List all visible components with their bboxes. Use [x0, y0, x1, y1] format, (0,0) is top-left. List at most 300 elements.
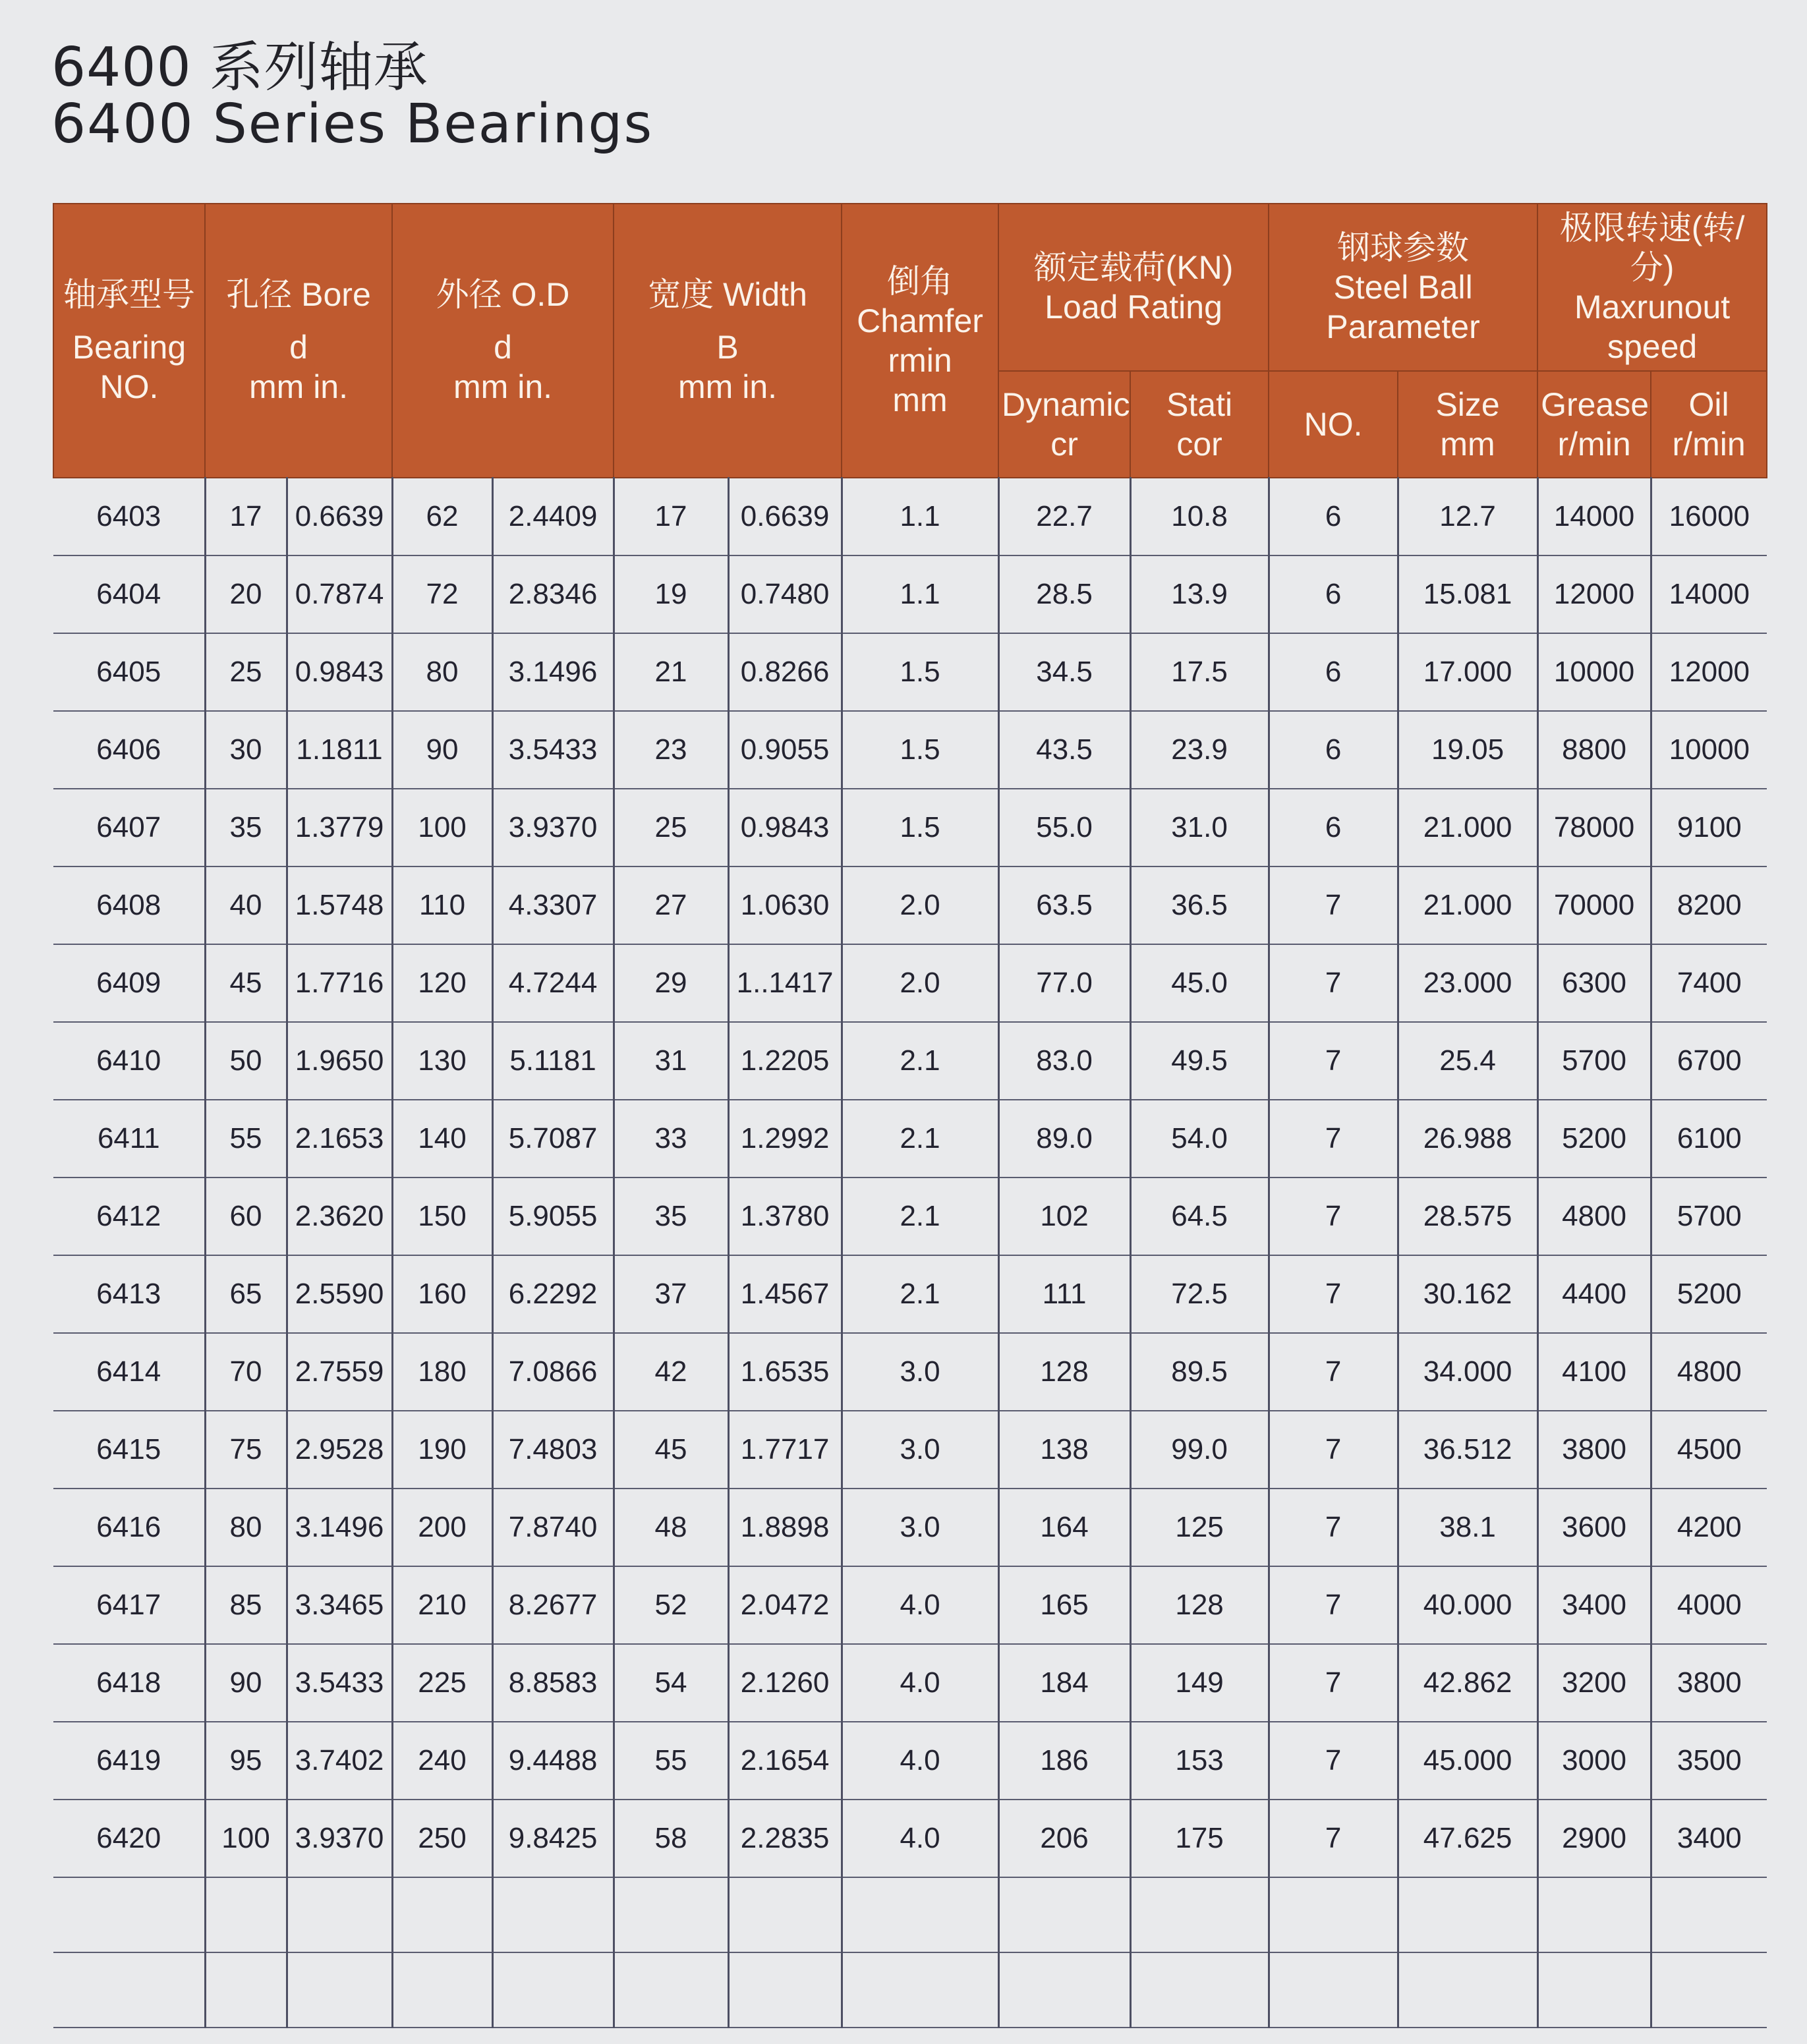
header-load-cn: 额定载荷(KN)	[1033, 249, 1234, 286]
ball-count-cell: 7	[1269, 1022, 1398, 1100]
static-load-cell: 10.8	[1130, 478, 1269, 555]
dynamic-load-cell: 43.5	[998, 711, 1130, 789]
width-in-cell: 1.2992	[728, 1100, 842, 1178]
header-static	[1130, 371, 1269, 478]
bore-mm-cell: 95	[205, 1722, 287, 1800]
header-ball-en: Steel Ball Parameter	[1326, 269, 1480, 345]
width-in-cell: 1.0630	[728, 866, 842, 944]
ball-size-cell: 23.000	[1398, 944, 1537, 1022]
chamfer-cell: 3.0	[842, 1411, 998, 1489]
ball-size-cell: 34.000	[1398, 1333, 1537, 1411]
oil-speed-cell: 3800	[1651, 1644, 1767, 1722]
header-ball-size-2: mm	[1440, 426, 1495, 463]
static-load-cell: 175	[1130, 1800, 1269, 1877]
static-load-cell: 99.0	[1130, 1411, 1269, 1489]
title-english: 6400 Series Bearings	[51, 93, 654, 156]
bore-mm-cell: 25	[205, 633, 287, 711]
header-chamfer	[842, 204, 998, 478]
width-in-cell: 0.8266	[728, 633, 842, 711]
ball-size-cell: 30.162	[1398, 1255, 1537, 1333]
static-load-cell: 45.0	[1130, 944, 1269, 1022]
bore-mm-cell: 55	[205, 1100, 287, 1178]
width-mm-cell: 17	[614, 478, 728, 555]
dynamic-load-cell: 63.5	[998, 866, 1130, 944]
bearing-no-cell: 6407	[53, 789, 205, 866]
grease-speed-cell: 5700	[1537, 1022, 1651, 1100]
bearing-no-cell: 6417	[53, 1566, 205, 1644]
width-mm-cell: 45	[614, 1411, 728, 1489]
header-chamfer-unit: mm	[892, 382, 948, 418]
header-grease-1: Grease	[1541, 386, 1649, 423]
empty-cell	[998, 1952, 1130, 2028]
empty-cell	[392, 1877, 492, 1952]
empty-cell	[1537, 1952, 1651, 2028]
bearing-no-cell: 6408	[53, 866, 205, 944]
od-in-cell: 3.9370	[492, 789, 614, 866]
chamfer-cell: 4.0	[842, 1566, 998, 1644]
chamfer-cell: 2.1	[842, 1255, 998, 1333]
width-in-cell: 0.9055	[728, 711, 842, 789]
table-row	[53, 789, 1767, 866]
ball-size-cell: 21.000	[1398, 866, 1537, 944]
grease-speed-cell: 3000	[1537, 1722, 1651, 1800]
ball-count-cell: 6	[1269, 633, 1398, 711]
dynamic-load-cell: 184	[998, 1644, 1130, 1722]
od-mm-cell: 140	[392, 1100, 492, 1178]
empty-cell	[1651, 1877, 1767, 1952]
table-row	[53, 633, 1767, 711]
empty-cell	[205, 1952, 287, 2028]
empty-cell	[205, 1877, 287, 1952]
chamfer-cell: 2.1	[842, 1100, 998, 1178]
dynamic-load-cell: 34.5	[998, 633, 1130, 711]
header-dynamic	[998, 371, 1130, 478]
bore-mm-cell: 40	[205, 866, 287, 944]
width-mm-cell: 54	[614, 1644, 728, 1722]
header-bore	[205, 204, 392, 478]
table-row	[53, 1411, 1767, 1489]
bearing-no-cell: 6420	[53, 1800, 205, 1877]
od-mm-cell: 100	[392, 789, 492, 866]
ball-count-cell: 7	[1269, 944, 1398, 1022]
od-in-cell: 4.7244	[492, 944, 614, 1022]
bore-mm-cell: 60	[205, 1178, 287, 1255]
header-static-1: Stati	[1166, 386, 1233, 423]
oil-speed-cell: 6100	[1651, 1100, 1767, 1178]
header-speed-en: Maxrunout speed	[1574, 289, 1731, 365]
grease-speed-cell: 4400	[1537, 1255, 1651, 1333]
chamfer-cell: 2.1	[842, 1022, 998, 1100]
empty-cell	[614, 1877, 728, 1952]
chamfer-cell: 1.1	[842, 478, 998, 555]
od-in-cell: 9.4488	[492, 1722, 614, 1800]
bore-mm-cell: 100	[205, 1800, 287, 1877]
dynamic-load-cell: 186	[998, 1722, 1130, 1800]
width-in-cell: 0.9843	[728, 789, 842, 866]
bore-mm-cell: 80	[205, 1489, 287, 1566]
header-width	[614, 204, 842, 478]
bore-in-cell: 1.5748	[287, 866, 392, 944]
dynamic-load-cell: 138	[998, 1411, 1130, 1489]
dynamic-load-cell: 206	[998, 1800, 1130, 1877]
od-mm-cell: 130	[392, 1022, 492, 1100]
empty-cell	[1398, 1952, 1537, 2028]
table-body	[53, 478, 1767, 2028]
width-mm-cell: 27	[614, 866, 728, 944]
empty-cell	[1269, 1952, 1398, 2028]
width-mm-cell: 21	[614, 633, 728, 711]
header-ball-no-label: NO.	[1304, 406, 1363, 443]
bore-mm-cell: 45	[205, 944, 287, 1022]
ball-count-cell: 7	[1269, 1722, 1398, 1800]
bore-mm-cell: 50	[205, 1022, 287, 1100]
bore-in-cell: 0.6639	[287, 478, 392, 555]
ball-size-cell: 25.4	[1398, 1022, 1537, 1100]
oil-speed-cell: 8200	[1651, 866, 1767, 944]
header-bore-label: 孔径 Bore	[226, 276, 371, 313]
header-speed-cn: 极限转速(转/分)	[1559, 210, 1745, 286]
header-load-rating	[998, 204, 1269, 371]
header-oil-1: Oil	[1688, 386, 1729, 423]
od-in-cell: 4.3307	[492, 866, 614, 944]
width-mm-cell: 33	[614, 1100, 728, 1178]
dynamic-load-cell: 77.0	[998, 944, 1130, 1022]
oil-speed-cell: 7400	[1651, 944, 1767, 1022]
od-in-cell: 5.7087	[492, 1100, 614, 1178]
table-row	[53, 1100, 1767, 1178]
header-ball-size	[1398, 371, 1537, 478]
static-load-cell: 17.5	[1130, 633, 1269, 711]
header-od-unit: mm in.	[453, 368, 553, 405]
oil-speed-cell: 4800	[1651, 1333, 1767, 1411]
bearing-no-cell: 6411	[53, 1100, 205, 1178]
empty-cell	[492, 1877, 614, 1952]
table-row	[53, 1022, 1767, 1100]
bore-in-cell: 3.7402	[287, 1722, 392, 1800]
grease-speed-cell: 2900	[1537, 1800, 1651, 1877]
grease-speed-cell: 10000	[1537, 633, 1651, 711]
bearing-no-cell: 6410	[53, 1022, 205, 1100]
grease-speed-cell: 14000	[1537, 478, 1651, 555]
static-load-cell: 23.9	[1130, 711, 1269, 789]
ball-count-cell: 6	[1269, 789, 1398, 866]
chamfer-cell: 2.0	[842, 944, 998, 1022]
od-mm-cell: 90	[392, 711, 492, 789]
bearing-no-cell: 6416	[53, 1489, 205, 1566]
oil-speed-cell: 5200	[1651, 1255, 1767, 1333]
od-mm-cell: 120	[392, 944, 492, 1022]
chamfer-cell: 1.5	[842, 633, 998, 711]
oil-speed-cell: 10000	[1651, 711, 1767, 789]
width-mm-cell: 19	[614, 555, 728, 633]
width-in-cell: 1.7717	[728, 1411, 842, 1489]
oil-speed-cell: 3500	[1651, 1722, 1767, 1800]
header-dynamic-2: cr	[1050, 426, 1078, 463]
oil-speed-cell: 12000	[1651, 633, 1767, 711]
od-in-cell: 2.4409	[492, 478, 614, 555]
table-row	[53, 944, 1767, 1022]
empty-cell	[1130, 1952, 1269, 2028]
bore-in-cell: 1.7716	[287, 944, 392, 1022]
header-oil-2: r/min	[1672, 426, 1746, 463]
header-ball-size-1: Size	[1435, 386, 1500, 423]
dynamic-load-cell: 89.0	[998, 1100, 1130, 1178]
table-row	[53, 1800, 1767, 1877]
dynamic-load-cell: 111	[998, 1255, 1130, 1333]
od-in-cell: 8.2677	[492, 1566, 614, 1644]
static-load-cell: 36.5	[1130, 866, 1269, 944]
bearing-no-cell: 6414	[53, 1333, 205, 1411]
empty-cell	[614, 1952, 728, 2028]
bore-in-cell: 3.3465	[287, 1566, 392, 1644]
ball-count-cell: 7	[1269, 866, 1398, 944]
bore-mm-cell: 30	[205, 711, 287, 789]
table-row	[53, 1255, 1767, 1333]
oil-speed-cell: 4500	[1651, 1411, 1767, 1489]
grease-speed-cell: 8800	[1537, 711, 1651, 789]
empty-cell	[1269, 1877, 1398, 1952]
table-row	[53, 866, 1767, 944]
static-load-cell: 54.0	[1130, 1100, 1269, 1178]
grease-speed-cell: 12000	[1537, 555, 1651, 633]
bearing-no-cell: 6406	[53, 711, 205, 789]
grease-speed-cell: 3600	[1537, 1489, 1651, 1566]
chamfer-cell: 1.5	[842, 789, 998, 866]
header-grease-2: r/min	[1557, 426, 1631, 463]
empty-table-row	[53, 1952, 1767, 2028]
width-mm-cell: 42	[614, 1333, 728, 1411]
grease-speed-cell: 4800	[1537, 1178, 1651, 1255]
bearing-no-cell: 6419	[53, 1722, 205, 1800]
bore-in-cell: 0.7874	[287, 555, 392, 633]
grease-speed-cell: 4100	[1537, 1333, 1651, 1411]
bore-in-cell: 1.3779	[287, 789, 392, 866]
od-mm-cell: 160	[392, 1255, 492, 1333]
ball-count-cell: 7	[1269, 1800, 1398, 1877]
od-mm-cell: 210	[392, 1566, 492, 1644]
width-in-cell: 1..1417	[728, 944, 842, 1022]
ball-size-cell: 17.000	[1398, 633, 1537, 711]
header-od-label: 外径 O.D	[436, 276, 570, 313]
width-in-cell: 2.2835	[728, 1800, 842, 1877]
bore-mm-cell: 75	[205, 1411, 287, 1489]
bore-in-cell: 3.9370	[287, 1800, 392, 1877]
bore-mm-cell: 20	[205, 555, 287, 633]
od-in-cell: 7.4803	[492, 1411, 614, 1489]
ball-count-cell: 7	[1269, 1566, 1398, 1644]
bore-in-cell: 1.9650	[287, 1022, 392, 1100]
width-mm-cell: 58	[614, 1800, 728, 1877]
bearing-no-cell: 6412	[53, 1178, 205, 1255]
dynamic-load-cell: 22.7	[998, 478, 1130, 555]
table-row	[53, 478, 1767, 555]
empty-cell	[728, 1952, 842, 2028]
bearing-spec-table-container	[53, 203, 1766, 2028]
header-outer-diameter	[392, 204, 614, 478]
dynamic-load-cell: 28.5	[998, 555, 1130, 633]
width-mm-cell: 23	[614, 711, 728, 789]
static-load-cell: 72.5	[1130, 1255, 1269, 1333]
bore-mm-cell: 70	[205, 1333, 287, 1411]
empty-cell	[287, 1952, 392, 2028]
table-row	[53, 1644, 1767, 1722]
ball-size-cell: 19.05	[1398, 711, 1537, 789]
width-mm-cell: 55	[614, 1722, 728, 1800]
bore-mm-cell: 85	[205, 1566, 287, 1644]
header-ball-no	[1269, 371, 1398, 478]
ball-count-cell: 6	[1269, 478, 1398, 555]
header-width-unit: mm in.	[678, 368, 778, 405]
static-load-cell: 49.5	[1130, 1022, 1269, 1100]
table-header	[53, 204, 1767, 478]
chamfer-cell: 3.0	[842, 1489, 998, 1566]
chamfer-cell: 2.1	[842, 1178, 998, 1255]
width-in-cell: 0.6639	[728, 478, 842, 555]
header-width-symbol: B	[716, 329, 739, 366]
bearing-no-cell: 6415	[53, 1411, 205, 1489]
oil-speed-cell: 9100	[1651, 789, 1767, 866]
bore-in-cell: 2.1653	[287, 1100, 392, 1178]
bore-in-cell: 2.5590	[287, 1255, 392, 1333]
empty-cell	[1537, 1877, 1651, 1952]
ball-size-cell: 42.862	[1398, 1644, 1537, 1722]
ball-size-cell: 38.1	[1398, 1489, 1537, 1566]
width-in-cell: 0.7480	[728, 555, 842, 633]
od-mm-cell: 190	[392, 1411, 492, 1489]
od-mm-cell: 72	[392, 555, 492, 633]
page-title	[51, 36, 654, 156]
ball-size-cell: 47.625	[1398, 1800, 1537, 1877]
bore-in-cell: 2.7559	[287, 1333, 392, 1411]
chamfer-cell: 3.0	[842, 1333, 998, 1411]
grease-speed-cell: 70000	[1537, 866, 1651, 944]
chamfer-cell: 1.5	[842, 711, 998, 789]
od-mm-cell: 62	[392, 478, 492, 555]
dynamic-load-cell: 165	[998, 1566, 1130, 1644]
ball-count-cell: 6	[1269, 711, 1398, 789]
oil-speed-cell: 6700	[1651, 1022, 1767, 1100]
chamfer-cell: 2.0	[842, 866, 998, 944]
width-mm-cell: 25	[614, 789, 728, 866]
width-in-cell: 1.3780	[728, 1178, 842, 1255]
ball-count-cell: 7	[1269, 1411, 1398, 1489]
ball-count-cell: 7	[1269, 1489, 1398, 1566]
bearing-no-cell: 6418	[53, 1644, 205, 1722]
od-in-cell: 5.1181	[492, 1022, 614, 1100]
header-od-symbol: d	[494, 329, 512, 366]
static-load-cell: 13.9	[1130, 555, 1269, 633]
width-mm-cell: 35	[614, 1178, 728, 1255]
ball-size-cell: 15.081	[1398, 555, 1537, 633]
od-in-cell: 9.8425	[492, 1800, 614, 1877]
ball-size-cell: 40.000	[1398, 1566, 1537, 1644]
static-load-cell: 149	[1130, 1644, 1269, 1722]
dynamic-load-cell: 164	[998, 1489, 1130, 1566]
bore-in-cell: 3.1496	[287, 1489, 392, 1566]
empty-cell	[392, 1952, 492, 2028]
static-load-cell: 31.0	[1130, 789, 1269, 866]
oil-speed-cell: 3400	[1651, 1800, 1767, 1877]
od-mm-cell: 80	[392, 633, 492, 711]
bearing-spec-table	[53, 203, 1767, 2028]
header-bore-unit: mm in.	[249, 368, 348, 405]
table-row	[53, 1489, 1767, 1566]
header-width-label: 宽度 Width	[648, 276, 807, 313]
width-mm-cell: 37	[614, 1255, 728, 1333]
width-in-cell: 1.4567	[728, 1255, 842, 1333]
header-chamfer-symbol: rmin	[888, 342, 952, 379]
width-in-cell: 1.2205	[728, 1022, 842, 1100]
bore-in-cell: 3.5433	[287, 1644, 392, 1722]
od-in-cell: 3.5433	[492, 711, 614, 789]
width-in-cell: 2.1260	[728, 1644, 842, 1722]
empty-cell	[287, 1877, 392, 1952]
bearing-no-cell: 6403	[53, 478, 205, 555]
header-bearing-no	[53, 204, 205, 478]
ball-size-cell: 21.000	[1398, 789, 1537, 866]
chamfer-cell: 4.0	[842, 1644, 998, 1722]
width-mm-cell: 31	[614, 1022, 728, 1100]
od-in-cell: 3.1496	[492, 633, 614, 711]
ball-count-cell: 7	[1269, 1255, 1398, 1333]
header-dynamic-1: Dynamic	[1002, 386, 1130, 423]
bearing-no-cell: 6413	[53, 1255, 205, 1333]
bore-mm-cell: 90	[205, 1644, 287, 1722]
table-row	[53, 555, 1767, 633]
width-mm-cell: 48	[614, 1489, 728, 1566]
static-load-cell: 128	[1130, 1566, 1269, 1644]
chamfer-cell: 1.1	[842, 555, 998, 633]
static-load-cell: 89.5	[1130, 1333, 1269, 1411]
table-row	[53, 1566, 1767, 1644]
header-load-en: Load Rating	[1045, 289, 1222, 326]
od-in-cell: 2.8346	[492, 555, 614, 633]
bore-in-cell: 0.9843	[287, 633, 392, 711]
bearing-no-cell: 6405	[53, 633, 205, 711]
bearing-no-cell: 6404	[53, 555, 205, 633]
header-max-speed	[1537, 204, 1767, 371]
empty-cell	[998, 1877, 1130, 1952]
ball-size-cell: 45.000	[1398, 1722, 1537, 1800]
bore-in-cell: 2.9528	[287, 1411, 392, 1489]
ball-count-cell: 7	[1269, 1100, 1398, 1178]
bore-mm-cell: 17	[205, 478, 287, 555]
oil-speed-cell: 16000	[1651, 478, 1767, 555]
header-chamfer-en: Chamfer	[857, 302, 983, 339]
dynamic-load-cell: 55.0	[998, 789, 1130, 866]
bore-mm-cell: 65	[205, 1255, 287, 1333]
empty-cell	[53, 1877, 205, 1952]
oil-speed-cell: 14000	[1651, 555, 1767, 633]
dynamic-load-cell: 83.0	[998, 1022, 1130, 1100]
od-mm-cell: 240	[392, 1722, 492, 1800]
header-bearing-cn: 轴承型号	[63, 276, 195, 313]
ball-count-cell: 7	[1269, 1644, 1398, 1722]
header-steel-ball	[1269, 204, 1537, 371]
header-ball-cn: 钢球参数	[1337, 229, 1470, 266]
grease-speed-cell: 5200	[1537, 1100, 1651, 1178]
chamfer-cell: 4.0	[842, 1722, 998, 1800]
grease-speed-cell: 3400	[1537, 1566, 1651, 1644]
oil-speed-cell: 5700	[1651, 1178, 1767, 1255]
ball-size-cell: 28.575	[1398, 1178, 1537, 1255]
chamfer-cell: 4.0	[842, 1800, 998, 1877]
ball-count-cell: 6	[1269, 555, 1398, 633]
empty-cell	[492, 1952, 614, 2028]
od-mm-cell: 110	[392, 866, 492, 944]
header-oil	[1651, 371, 1767, 478]
grease-speed-cell: 6300	[1537, 944, 1651, 1022]
